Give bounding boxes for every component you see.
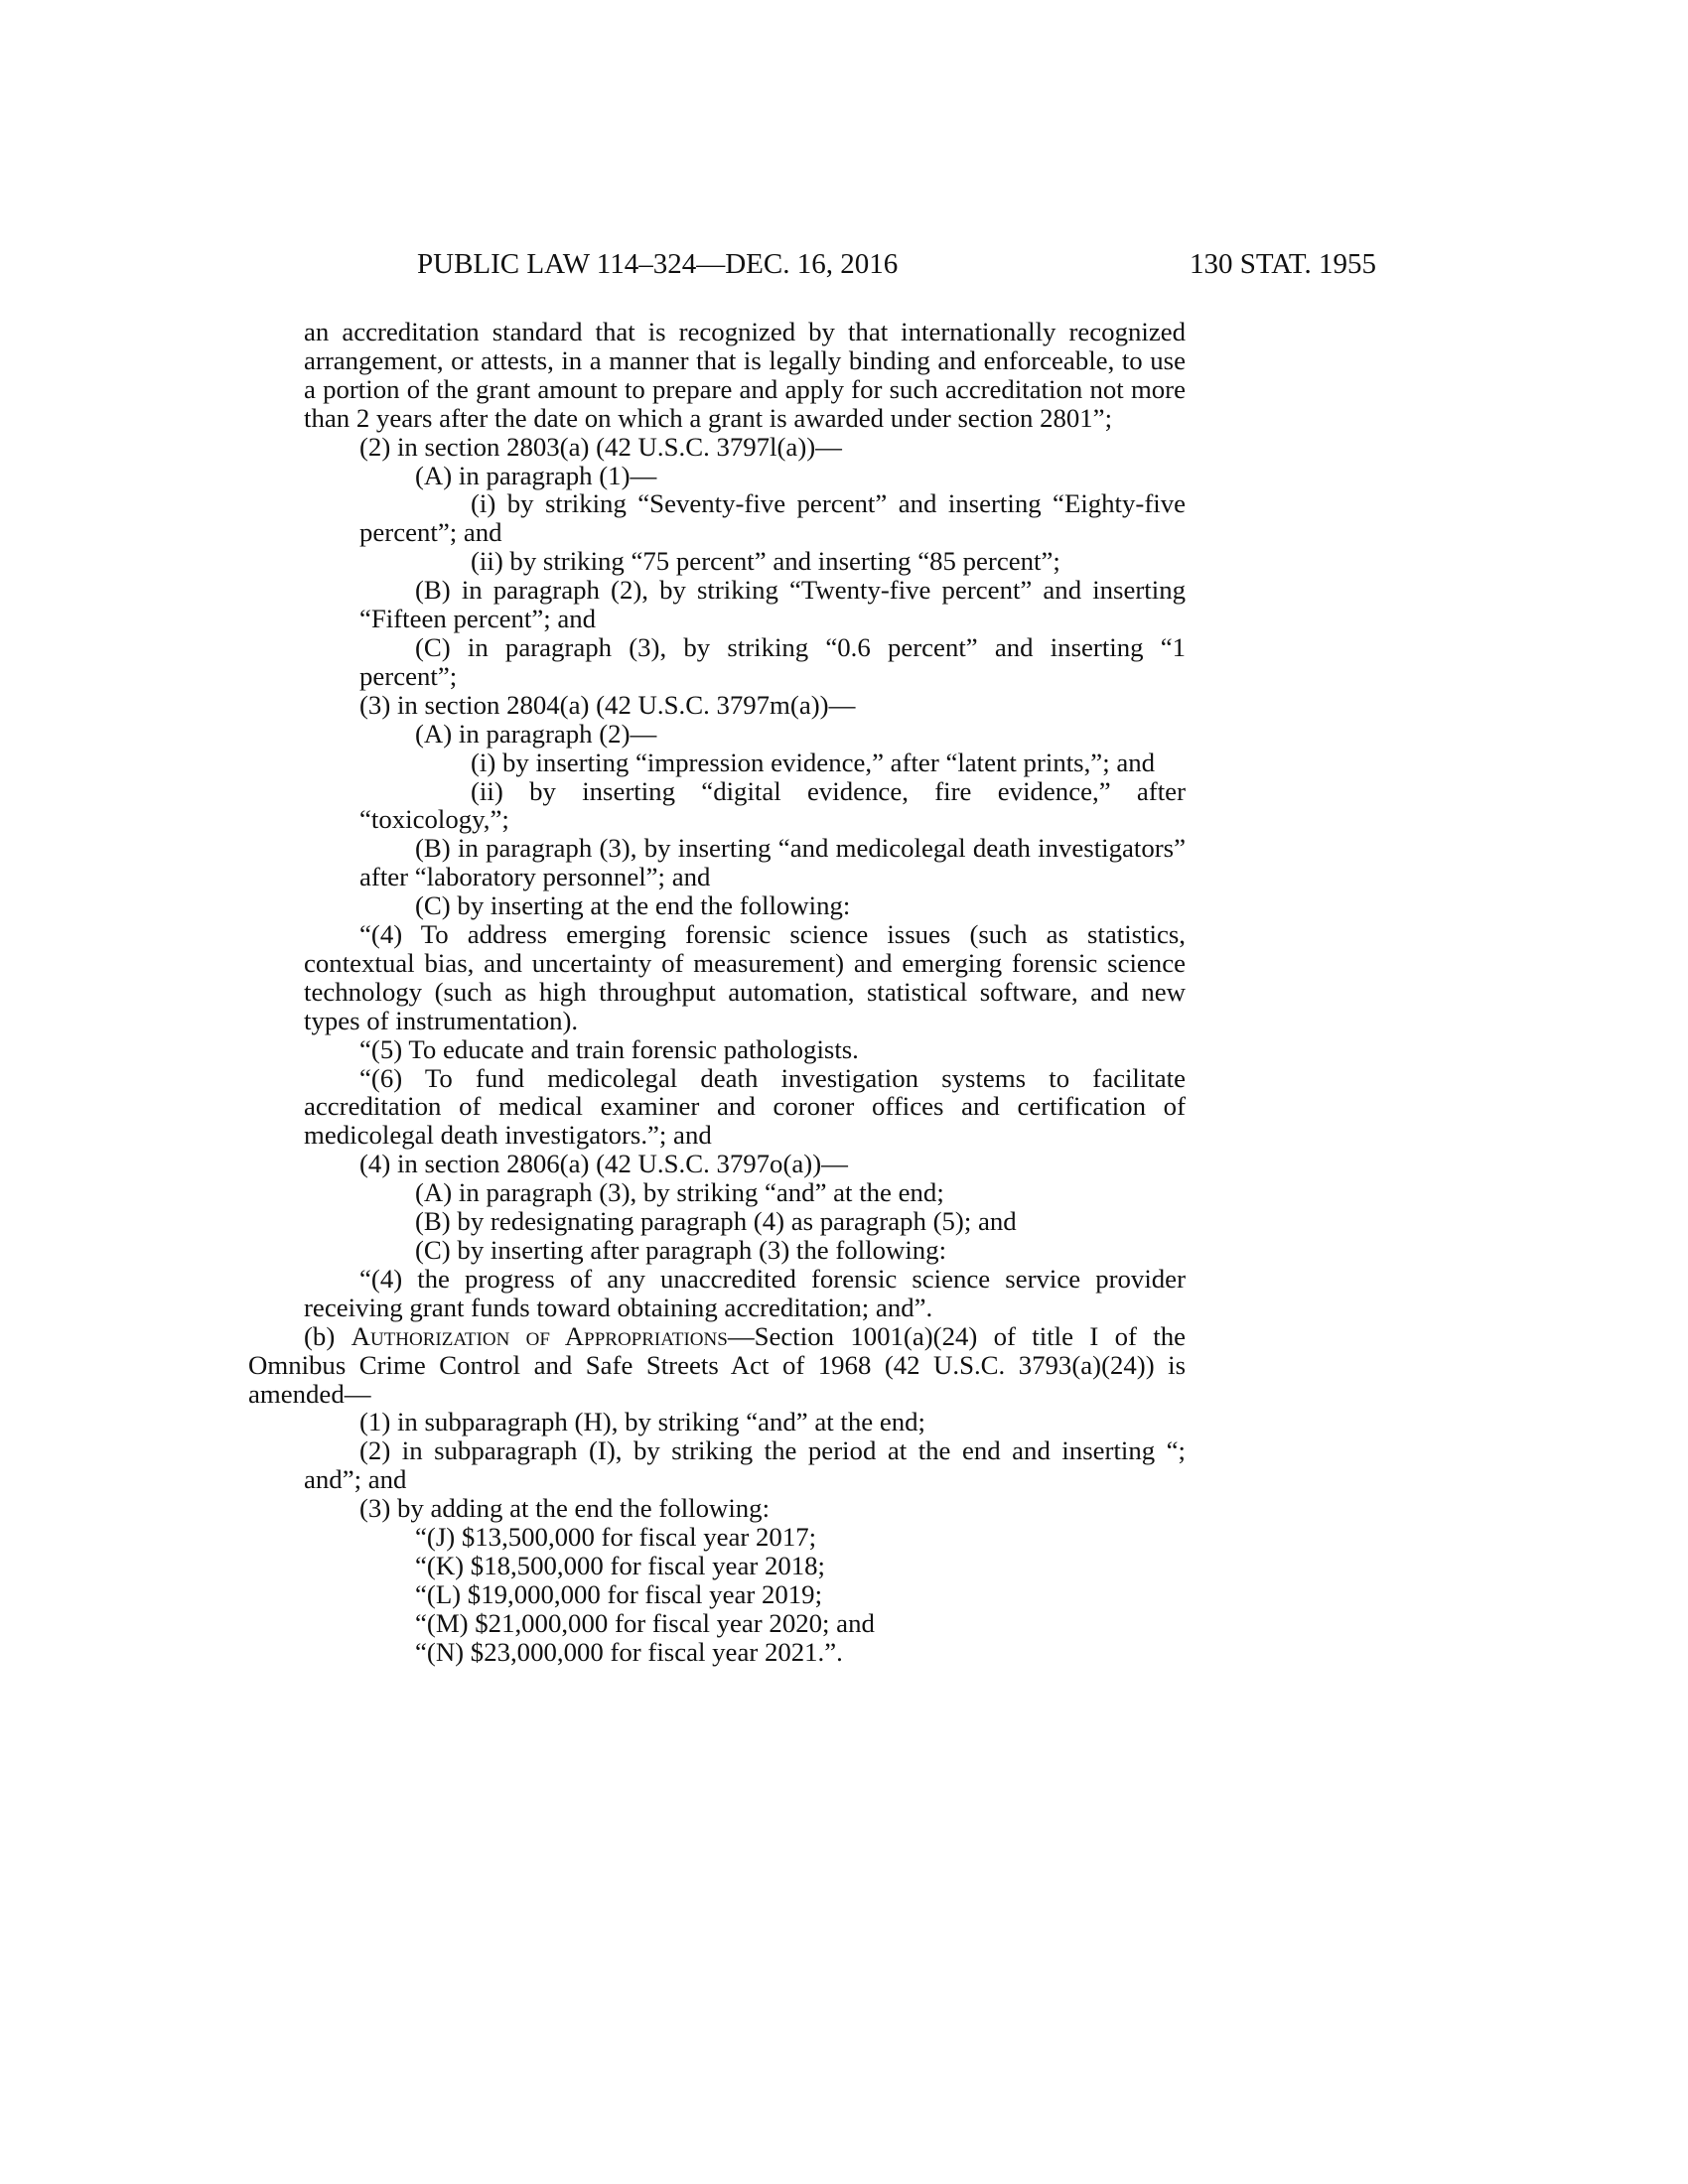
quoted-paragraph: “(4) To address emerging forensic science issues (such as statistics, contextual bias, and uncertainty of measurement) and emerging forensic science technology (such as high throughput automation, statistical software, and new types of instrumentation). [304,919,1186,1035]
paragraph: an accreditation standard that is recognized by that internationally recognized arrangement, or attests, in a manner that is legally binding and enforceable, to use a portion of the grant amount to prepare and apply for such accreditation not more than 2 years after the date on which a grant is awarded under section 2801”; [304,317,1186,433]
paragraph: (C) by inserting at the end the following: [415,890,851,921]
paragraph: (C) in paragraph (3), by striking “0.6 percent” and inserting “1 percent”; [359,631,1186,691]
paragraph: (ii) by inserting “digital evidence, fire evidence,” after “toxicology,”; [359,775,1186,835]
quoted-paragraph: “(K) $18,500,000 for fiscal year 2018; [415,1550,825,1580]
paragraph: (i) by inserting “impression evidence,” after “latent prints,”; and [471,747,1156,777]
paragraph: (2) in subparagraph (I), by striking the period at the end and inserting “; and”; and [304,1435,1186,1495]
subsection-b [248,1322,1186,1409]
quoted-paragraph: “(4) the progress of any unaccredited forensic science service provider receiving grant funds toward obtaining accreditation; and”. [304,1263,1186,1322]
paragraph: (1) in subparagraph (H), by striking “and” at the end; [359,1407,925,1437]
public-law-citation: PUBLIC LAW 114–324—DEC. 16, 2016 [417,248,899,280]
subsection-heading: Authorization of Appropriations [351,1320,728,1351]
quoted-paragraph: “(5) To educate and train forensic pathologists. [359,1033,859,1064]
document-body [248,317,1186,1667]
paragraph: (B) in paragraph (3), by inserting “and medicolegal death investigators” after “laboratory personnel”; and [359,833,1186,892]
paragraph: (B) in paragraph (2), by striking “Twenty-five percent” and inserting “Fifteen percent”; and [359,575,1186,634]
paragraph: (A) in paragraph (1)— [415,460,657,490]
running-header [417,244,1376,284]
paragraph: (A) in paragraph (2)— [415,718,657,749]
paragraph: (i) by striking “Seventy-five percent” and inserting “Eighty-five percent”; and [359,488,1186,548]
paragraph: (ii) by striking “75 percent” and inserting “85 percent”; [471,546,1060,577]
subsection-label: (b) [304,1320,336,1351]
paragraph: (4) in section 2806(a) (42 U.S.C. 3797o(a))— [359,1149,848,1179]
paragraph: (C) by inserting after paragraph (3) the following: [415,1235,947,1265]
paragraph: (A) in paragraph (3), by striking “and” at the end; [415,1177,944,1208]
paragraph: (2) in section 2803(a) (42 U.S.C. 3797l(a))— [359,431,842,462]
quoted-paragraph: “(N) $23,000,000 for fiscal year 2021.”. [415,1636,843,1667]
quoted-paragraph: “(6) To fund medicolegal death investigation systems to facilitate accreditation of medical examiner and coroner offices and certification of medicolegal death investigators.”; and [304,1062,1186,1151]
statute-page-number: 130 STAT. 1955 [1189,248,1376,280]
quoted-paragraph: “(L) $19,000,000 for fiscal year 2019; [415,1578,823,1609]
paragraph: (3) in section 2804(a) (42 U.S.C. 3797m(a))— [359,689,856,720]
quoted-paragraph: “(M) $21,000,000 for fiscal year 2020; and [415,1607,875,1638]
paragraph: (3) by adding at the end the following: [359,1493,771,1524]
subsection-text: —Section 1001(a)(24) of title I of the Omnibus Crime Control and Safe Streets Act of 1968 (42 U.S.C. 3793(a)(24)) is amended— [248,1320,1186,1409]
paragraph: (B) by redesignating paragraph (4) as paragraph (5); and [415,1206,1017,1237]
quoted-paragraph: “(J) $13,500,000 for fiscal year 2017; [415,1522,817,1553]
